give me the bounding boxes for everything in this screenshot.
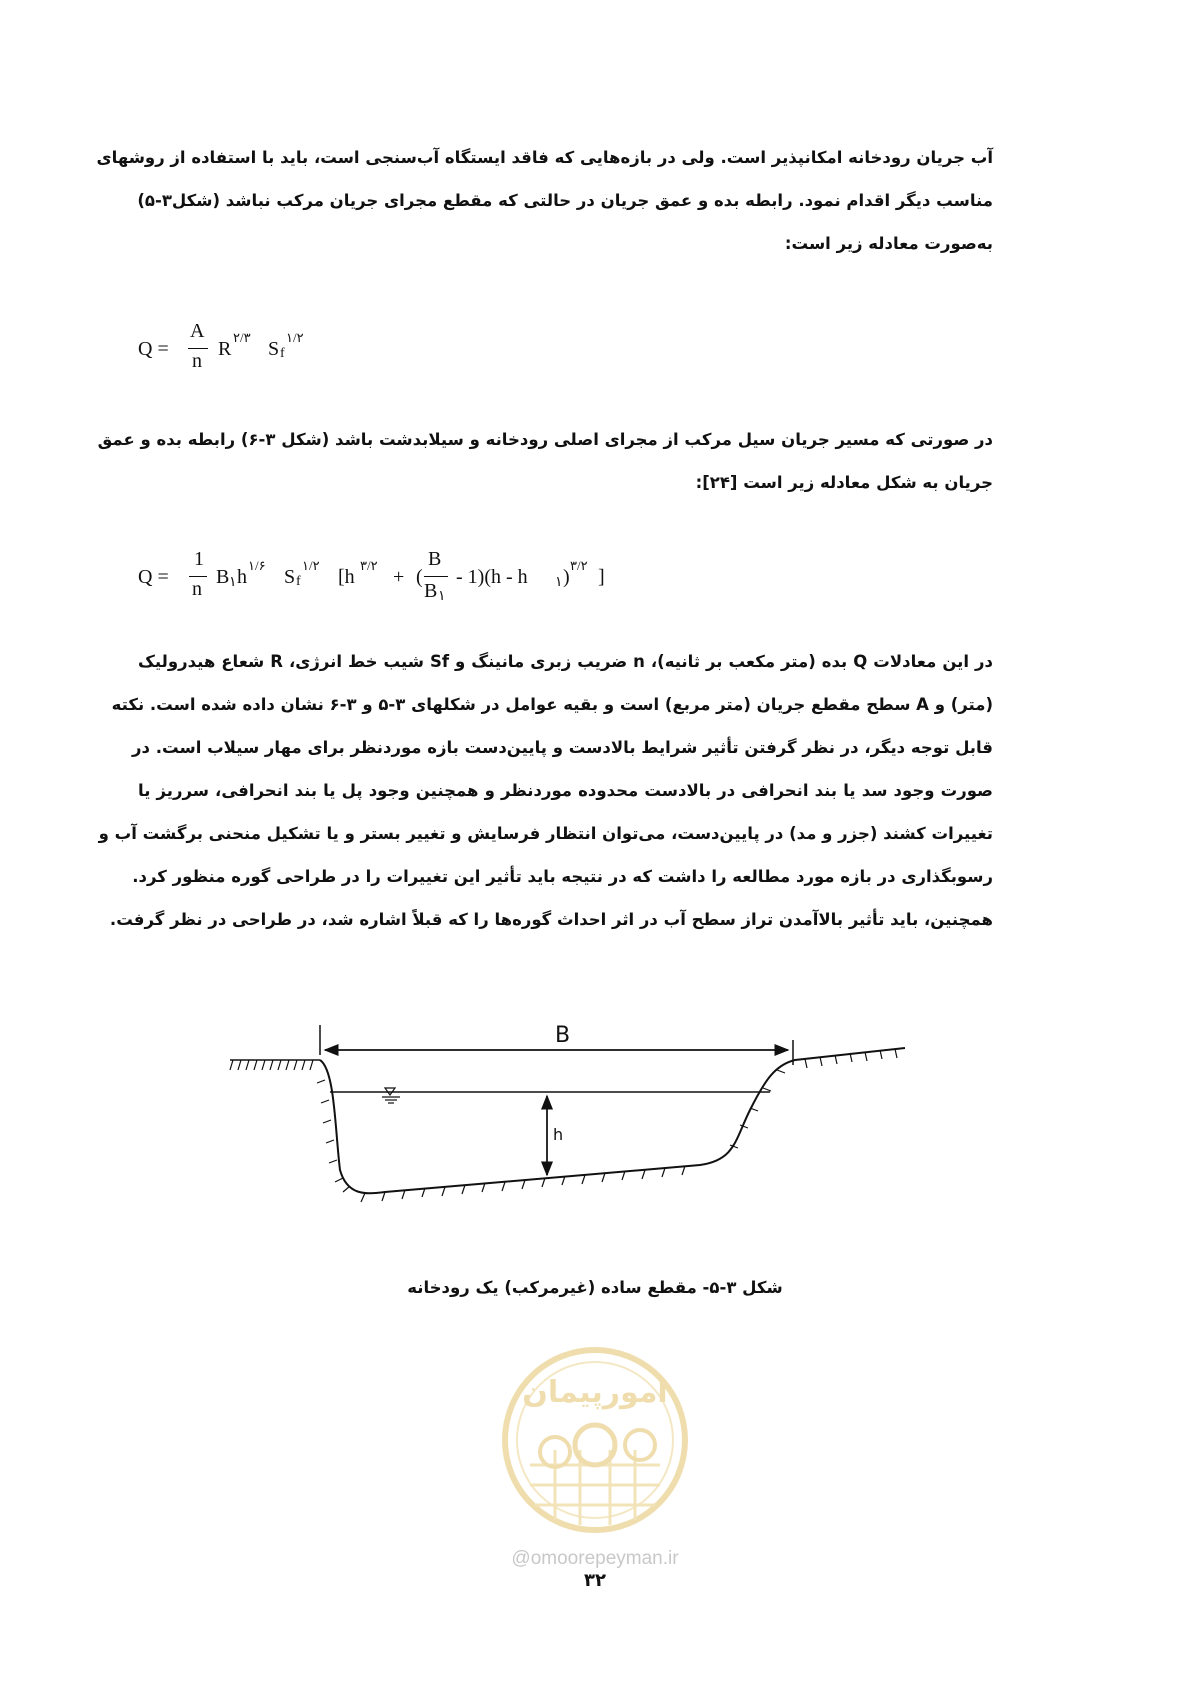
eq2-lhs: Q = <box>138 566 169 588</box>
watermark-url: @omoorepeyman.ir <box>511 1548 679 1569</box>
paragraph-2 <box>97 418 993 504</box>
watermark-logo-text: امورپیمان <box>522 1375 668 1410</box>
eq2-frac2-bar <box>424 576 448 577</box>
paragraph-line: آب جریان رودخانه امکانپذیر است. ولی در بازه‌هایی که فاقد ایستگاه آب‌سنجی است، باید با استفاده از روشهای <box>96 148 993 167</box>
eq2-h: h <box>237 566 247 588</box>
page-number: ۳۲ <box>584 1570 606 1591</box>
eq2-frac2-den-subscript: ۱ <box>438 589 446 604</box>
eq1-numerator: A <box>190 320 205 342</box>
eq1-s-term: S <box>268 338 280 360</box>
eq1-r-term: R <box>218 338 232 360</box>
eq1-fraction-bar <box>188 348 208 349</box>
eq2-tail-close: ) <box>563 566 570 588</box>
water-level-symbol <box>382 1088 400 1103</box>
eq2-s-subscript: f <box>296 574 301 589</box>
eq2-fraction-bar <box>189 576 207 577</box>
paragraph-line: به‌صورت معادله زیر است: <box>784 234 993 253</box>
paragraph-line: جریان به شکل معادله زیر است [۲۴]: <box>695 473 993 492</box>
eq2-plus: + <box>393 566 405 588</box>
eq2-s-term: S <box>284 566 296 588</box>
eq2-tail-subscript: ۱ <box>555 575 563 590</box>
eq2-frac2-numerator: B <box>428 548 442 570</box>
label-h: h <box>553 1125 564 1144</box>
paragraph-line: در این معادلات Q بده (متر مکعب بر ثانیه)، n ضریب زبری مانینگ و Sf شیب خط انرژی، R شعاع هیدرولیک <box>138 652 993 671</box>
eq2-frac2-denominator: B <box>424 580 438 602</box>
eq2-b1-subscript: ۱ <box>229 575 237 590</box>
eq1-lhs: Q = <box>138 338 169 360</box>
paragraph-line: رسوبگذاری در بازه مورد مطالعه را داشت که در نتیجه باید تأثیر این تغییرات را در طراحی گوره منظور کرد. <box>132 867 993 886</box>
paragraph-1 <box>96 136 993 265</box>
watermark-logo <box>495 1340 695 1540</box>
eq2-tail-exponent: ۳/۲ <box>570 558 588 573</box>
eq2-denominator: n <box>192 578 202 600</box>
figure-caption: شکل ۳-۵- مقطع ساده (غیرمرکب) یک رودخانه <box>407 1278 783 1297</box>
paragraph-line: قابل توجه دیگر، در نظر گرفتن تأثیر شرایط بالادست و پایین‌دست بازه موردنظر برای مهار سیلاب است. در <box>132 738 993 757</box>
river-cross-section-figure <box>225 1020 915 1220</box>
eq2-tail: - 1)(h - h <box>456 566 528 588</box>
eq1-s-exponent: ۱/۲ <box>286 330 304 345</box>
eq2-b1: B <box>216 566 230 588</box>
eq1-s-subscript: f <box>280 346 285 361</box>
eq2-h32-exponent: ۳/۲ <box>360 558 378 573</box>
eq2-paren-open: ( <box>416 566 423 588</box>
equation-1 <box>138 320 438 380</box>
eq2-bracket-close: ] <box>598 566 605 588</box>
eq1-r-exponent: ۲/۳ <box>233 330 251 345</box>
eq1-denominator: n <box>192 350 202 372</box>
paragraph-3 <box>98 640 993 941</box>
equation-2 <box>138 548 658 618</box>
eq2-numerator: 1 <box>194 548 204 570</box>
paragraph-line: صورت وجود سد یا بند انحرافی در بالادست محدوده موردنظر و همچنین وجود پل یا بند انحرافی، سرریز یا <box>138 781 993 800</box>
eq2-bracket-open: [h <box>338 566 355 588</box>
eq2-h-exponent: ۱/۶ <box>248 558 266 573</box>
paragraph-line: در صورتی که مسیر جریان سیل مرکب از مجرای اصلی رودخانه و سیلابدشت باشد (شکل ۳-۶) رابطه بده و عمق <box>97 430 993 449</box>
paragraph-line: (متر) و A سطح مقطع جریان (متر مربع) است و بقیه عوامل در شکلهای ۳-۵ و ۳-۶ نشان داده شده است. نکته <box>111 695 993 714</box>
eq2-s-exponent: ۱/۲ <box>302 558 320 573</box>
paragraph-line: تغییرات کشند (جزر و مد) در پایین‌دست، می‌توان انتظار فرسایش و تغییر بستر و یا تشکیل منحنی برگشت آب و <box>98 824 993 843</box>
label-B: B <box>555 1023 571 1048</box>
paragraph-line: همچنین، باید تأثیر بالاآمدن تراز سطح آب در اثر احداث گوره‌ها را که قبلاً اشاره شد، در طراحی در نظر گرفت. <box>109 910 993 929</box>
paragraph-line: مناسب دیگر اقدام نمود. رابطه بده و عمق جریان در حالتی که مقطع مجرای جریان مرکب نباشد (شکل۳-۵) <box>137 191 993 210</box>
